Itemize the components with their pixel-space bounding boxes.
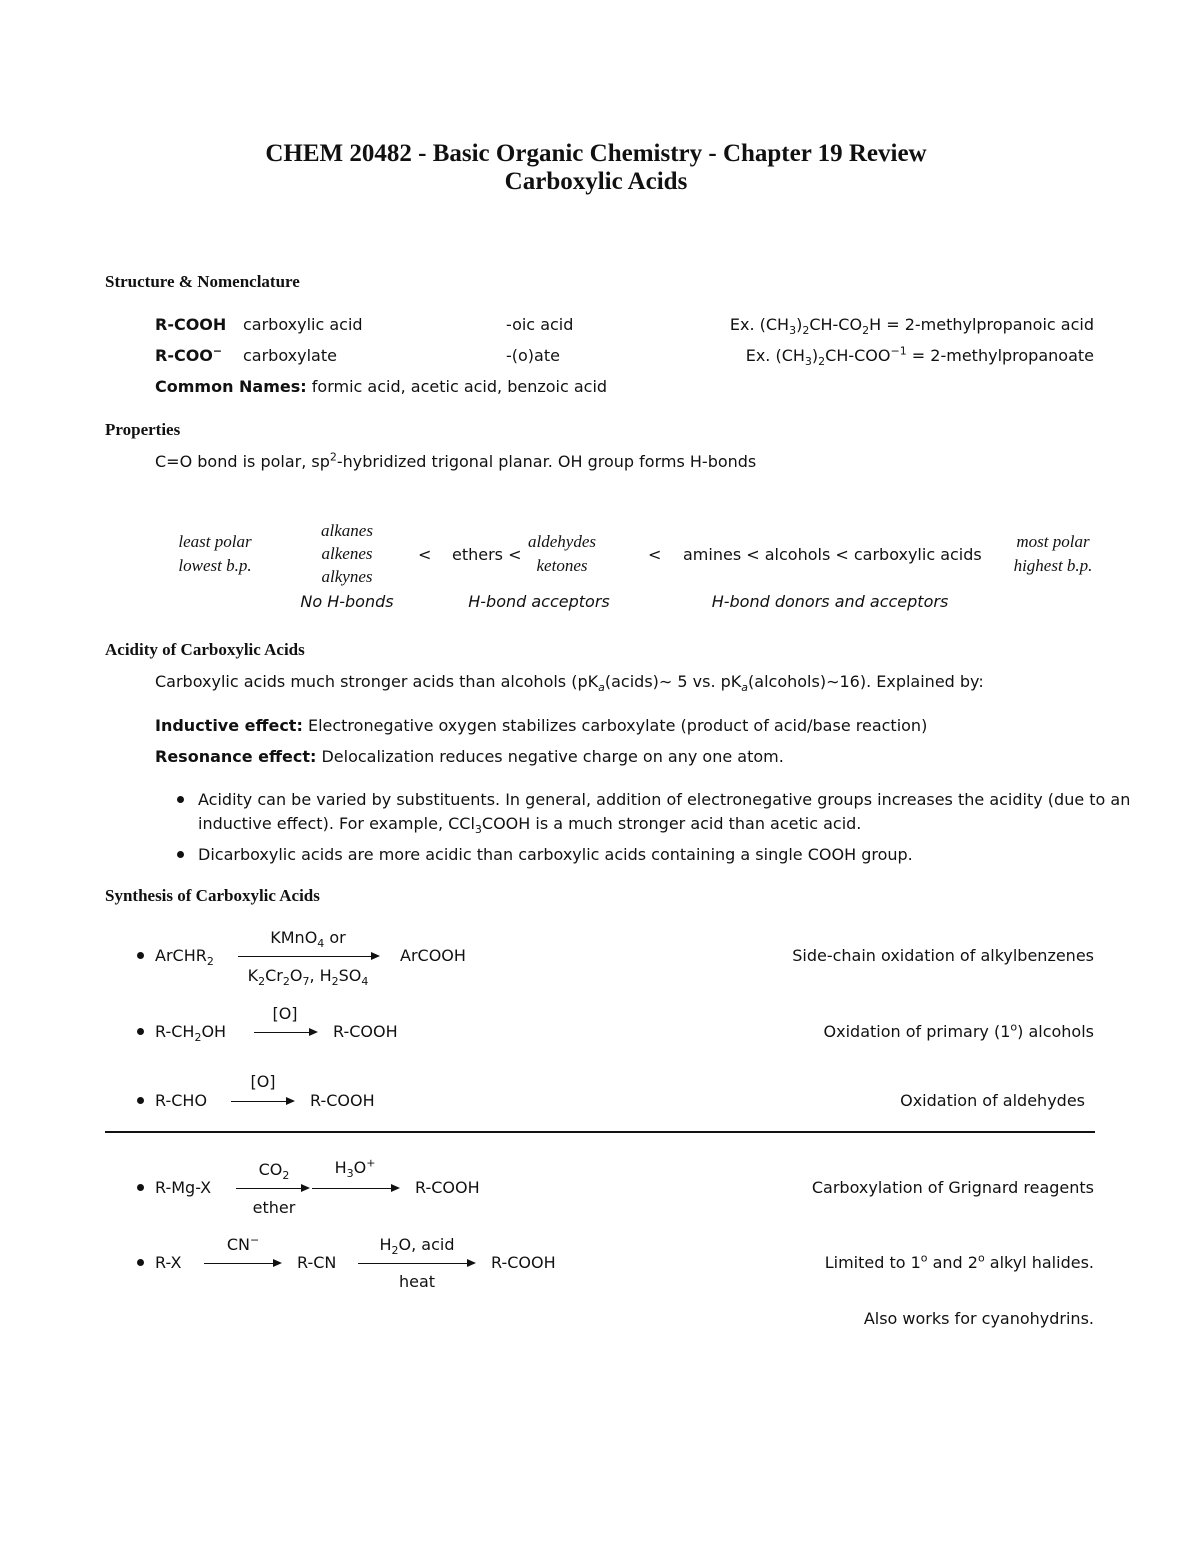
acid-name: carboxylic acid (243, 315, 363, 334)
reaction1-product: ArCOOH (400, 946, 466, 965)
reaction5-reagent1-above: CN− (226, 1233, 260, 1254)
reaction3-product: R-COOH (310, 1091, 375, 1110)
reaction2-arrow-icon (254, 1032, 316, 1033)
reaction5-reactant: R-X (155, 1253, 182, 1272)
reaction5-product: R-COOH (491, 1253, 556, 1272)
acidity-bullet-1-line-1: Acidity can be varied by substituents. In general, addition of electronegative groups increases the acidity (due to an (198, 790, 1131, 809)
reaction2-reagent-above: [O] (272, 1004, 298, 1023)
acid-suffix: -oic acid (506, 315, 574, 334)
reaction4-note: Carboxylation of Grignard reagents (811, 1178, 1094, 1197)
inductive-effect-label: Inductive effect: (155, 716, 303, 735)
reaction5-arrow1-icon (204, 1263, 280, 1264)
reaction5-reagent2-below: heat (398, 1272, 436, 1291)
reaction3-note: Oxidation of aldehydes (900, 1091, 1085, 1110)
reaction4-reactant: R-Mg-X (155, 1178, 212, 1197)
alkanes-label: alkanes (321, 521, 373, 540)
acidity-bullet-2: Dicarboxylic acids are more acidic than carboxylic acids containing a single COOH group. (198, 845, 913, 864)
reaction1-arrow-icon (238, 956, 378, 957)
acid-formula: R-COOH (155, 315, 227, 334)
acidity-intro: Carboxylic acids much stronger acids than alcohols ($pK_a(acids)\sim$ 5 vs. $pK_a(alcohols)\sim 16$). Explained by: (155, 672, 984, 695)
inductive-effect-text: Electronegative oxygen stabilizes carboxylate (product of acid/base reaction) (307, 716, 928, 735)
bullet-icon (137, 1097, 144, 1104)
reaction2-note: Oxidation of primary (1$^o$) alcohols (823, 1020, 1094, 1041)
least-polar-label: least polar (178, 532, 252, 551)
bullet-icon (137, 1028, 144, 1035)
carboxylate-name: carboxylate (243, 346, 337, 365)
less-than-sign: < (418, 545, 432, 564)
acidity-bullet-1-line-2: inductive effect). For example, CCl$_3$COOH is a much stronger acid than acetic acid. (198, 814, 862, 837)
resonance-effect (155, 747, 784, 766)
amines-alcohols-acids: amines < alcohols < carboxylic acids (683, 545, 982, 564)
reaction5-intermediate: R-CN (297, 1253, 337, 1272)
reaction1-reactant: ArCHR$_2$ (155, 946, 214, 969)
reaction3-arrow-icon (231, 1101, 293, 1102)
nomenclature-row-acid (155, 315, 226, 334)
reaction4-arrow1-icon (236, 1188, 308, 1189)
reaction4-product: R-COOH (415, 1178, 480, 1197)
acid-example: Ex. $(CH_3)_2CH-CO_2H$ = 2-methylpropanoic acid (729, 315, 1094, 338)
reaction4-reagent1-above: $CO_2$ (258, 1160, 290, 1183)
reaction5-note-2: Also works for cyanohydrins. (863, 1309, 1094, 1328)
bullet-icon (137, 1259, 144, 1266)
reaction1-reagent-above: KMnO$_4$ or (270, 928, 346, 951)
reaction5-reagent2-above: $H_2O$, acid (379, 1235, 455, 1258)
properties-text: C=O bond is polar, $sp^2$-hybridized trigonal planar. OH group forms H-bonds (155, 450, 757, 471)
ketones-label: ketones (536, 556, 588, 575)
bullet-icon (177, 851, 184, 858)
reaction1-reagent-below: $K_2Cr_2O_7$, $H_2SO_4$ (247, 966, 369, 989)
reaction5-arrow2-icon (358, 1263, 474, 1264)
section-heading-properties: Properties (105, 420, 181, 439)
alkenes-label: alkenes (321, 544, 373, 563)
nomenclature-row-carboxylate (155, 346, 222, 365)
reaction5-note: Limited to 1$^o$ and 2$^o$ alkyl halides. (824, 1251, 1094, 1272)
reaction4-reagent2-above: $H_3O^+$ (334, 1156, 376, 1181)
aldehydes-label: aldehydes (528, 532, 596, 551)
carboxylate-suffix: -(o)ate (506, 346, 560, 365)
bullet-icon (137, 1184, 144, 1191)
highest-bp-label: highest b.p. (1013, 556, 1093, 575)
reaction4-reagent1-below: ether (252, 1198, 296, 1217)
alkynes-label: alkynes (321, 567, 373, 586)
reaction1-note: Side-chain oxidation of alkylbenzenes (792, 946, 1094, 965)
page-title: CHEM 20482 - Basic Organic Chemistry - Chapter 19 Review (265, 140, 927, 167)
no-hbonds-label: No H-bonds (300, 592, 394, 611)
most-polar-label: most polar (1016, 532, 1090, 551)
section-heading-structure: Structure & Nomenclature (105, 272, 300, 291)
reaction2-product: R-COOH (333, 1022, 398, 1041)
section-divider (105, 1131, 1095, 1133)
page-subtitle: Carboxylic Acids (504, 168, 688, 195)
carboxylate-formula: R-COO− (155, 344, 223, 365)
reaction3-reactant: R-CHO (155, 1091, 208, 1110)
reaction2-reactant: $R-CH_2OH$ (155, 1022, 227, 1045)
inductive-effect (155, 716, 927, 735)
reaction3-reagent-above: [O] (250, 1072, 276, 1091)
common-names-text: formic acid, acetic acid, benzoic acid (311, 377, 608, 396)
resonance-effect-text: Delocalization reduces negative charge on any one atom. (321, 747, 784, 766)
common-names-label: Common Names: (155, 377, 307, 396)
section-heading-acidity: Acidity of Carboxylic Acids (105, 640, 305, 659)
less-than-sign: < (648, 545, 662, 564)
hbond-acceptors-label: H-bond acceptors (468, 592, 610, 611)
carboxylate-example: Ex. $(CH_3)_2CH-COO^{-1}$ = 2-methylpropanoate (745, 344, 1094, 369)
bullet-icon (137, 952, 144, 959)
hbond-donors-acceptors-label: H-bond donors and acceptors (711, 592, 949, 611)
section-heading-synthesis: Synthesis of Carboxylic Acids (105, 886, 320, 905)
bullet-icon (177, 796, 184, 803)
resonance-effect-label: Resonance effect: (155, 747, 317, 766)
ethers-label: ethers < (452, 545, 522, 564)
reaction4-arrow2-icon (312, 1188, 398, 1189)
common-names (155, 377, 607, 396)
lowest-bp-label: lowest b.p. (178, 556, 252, 575)
